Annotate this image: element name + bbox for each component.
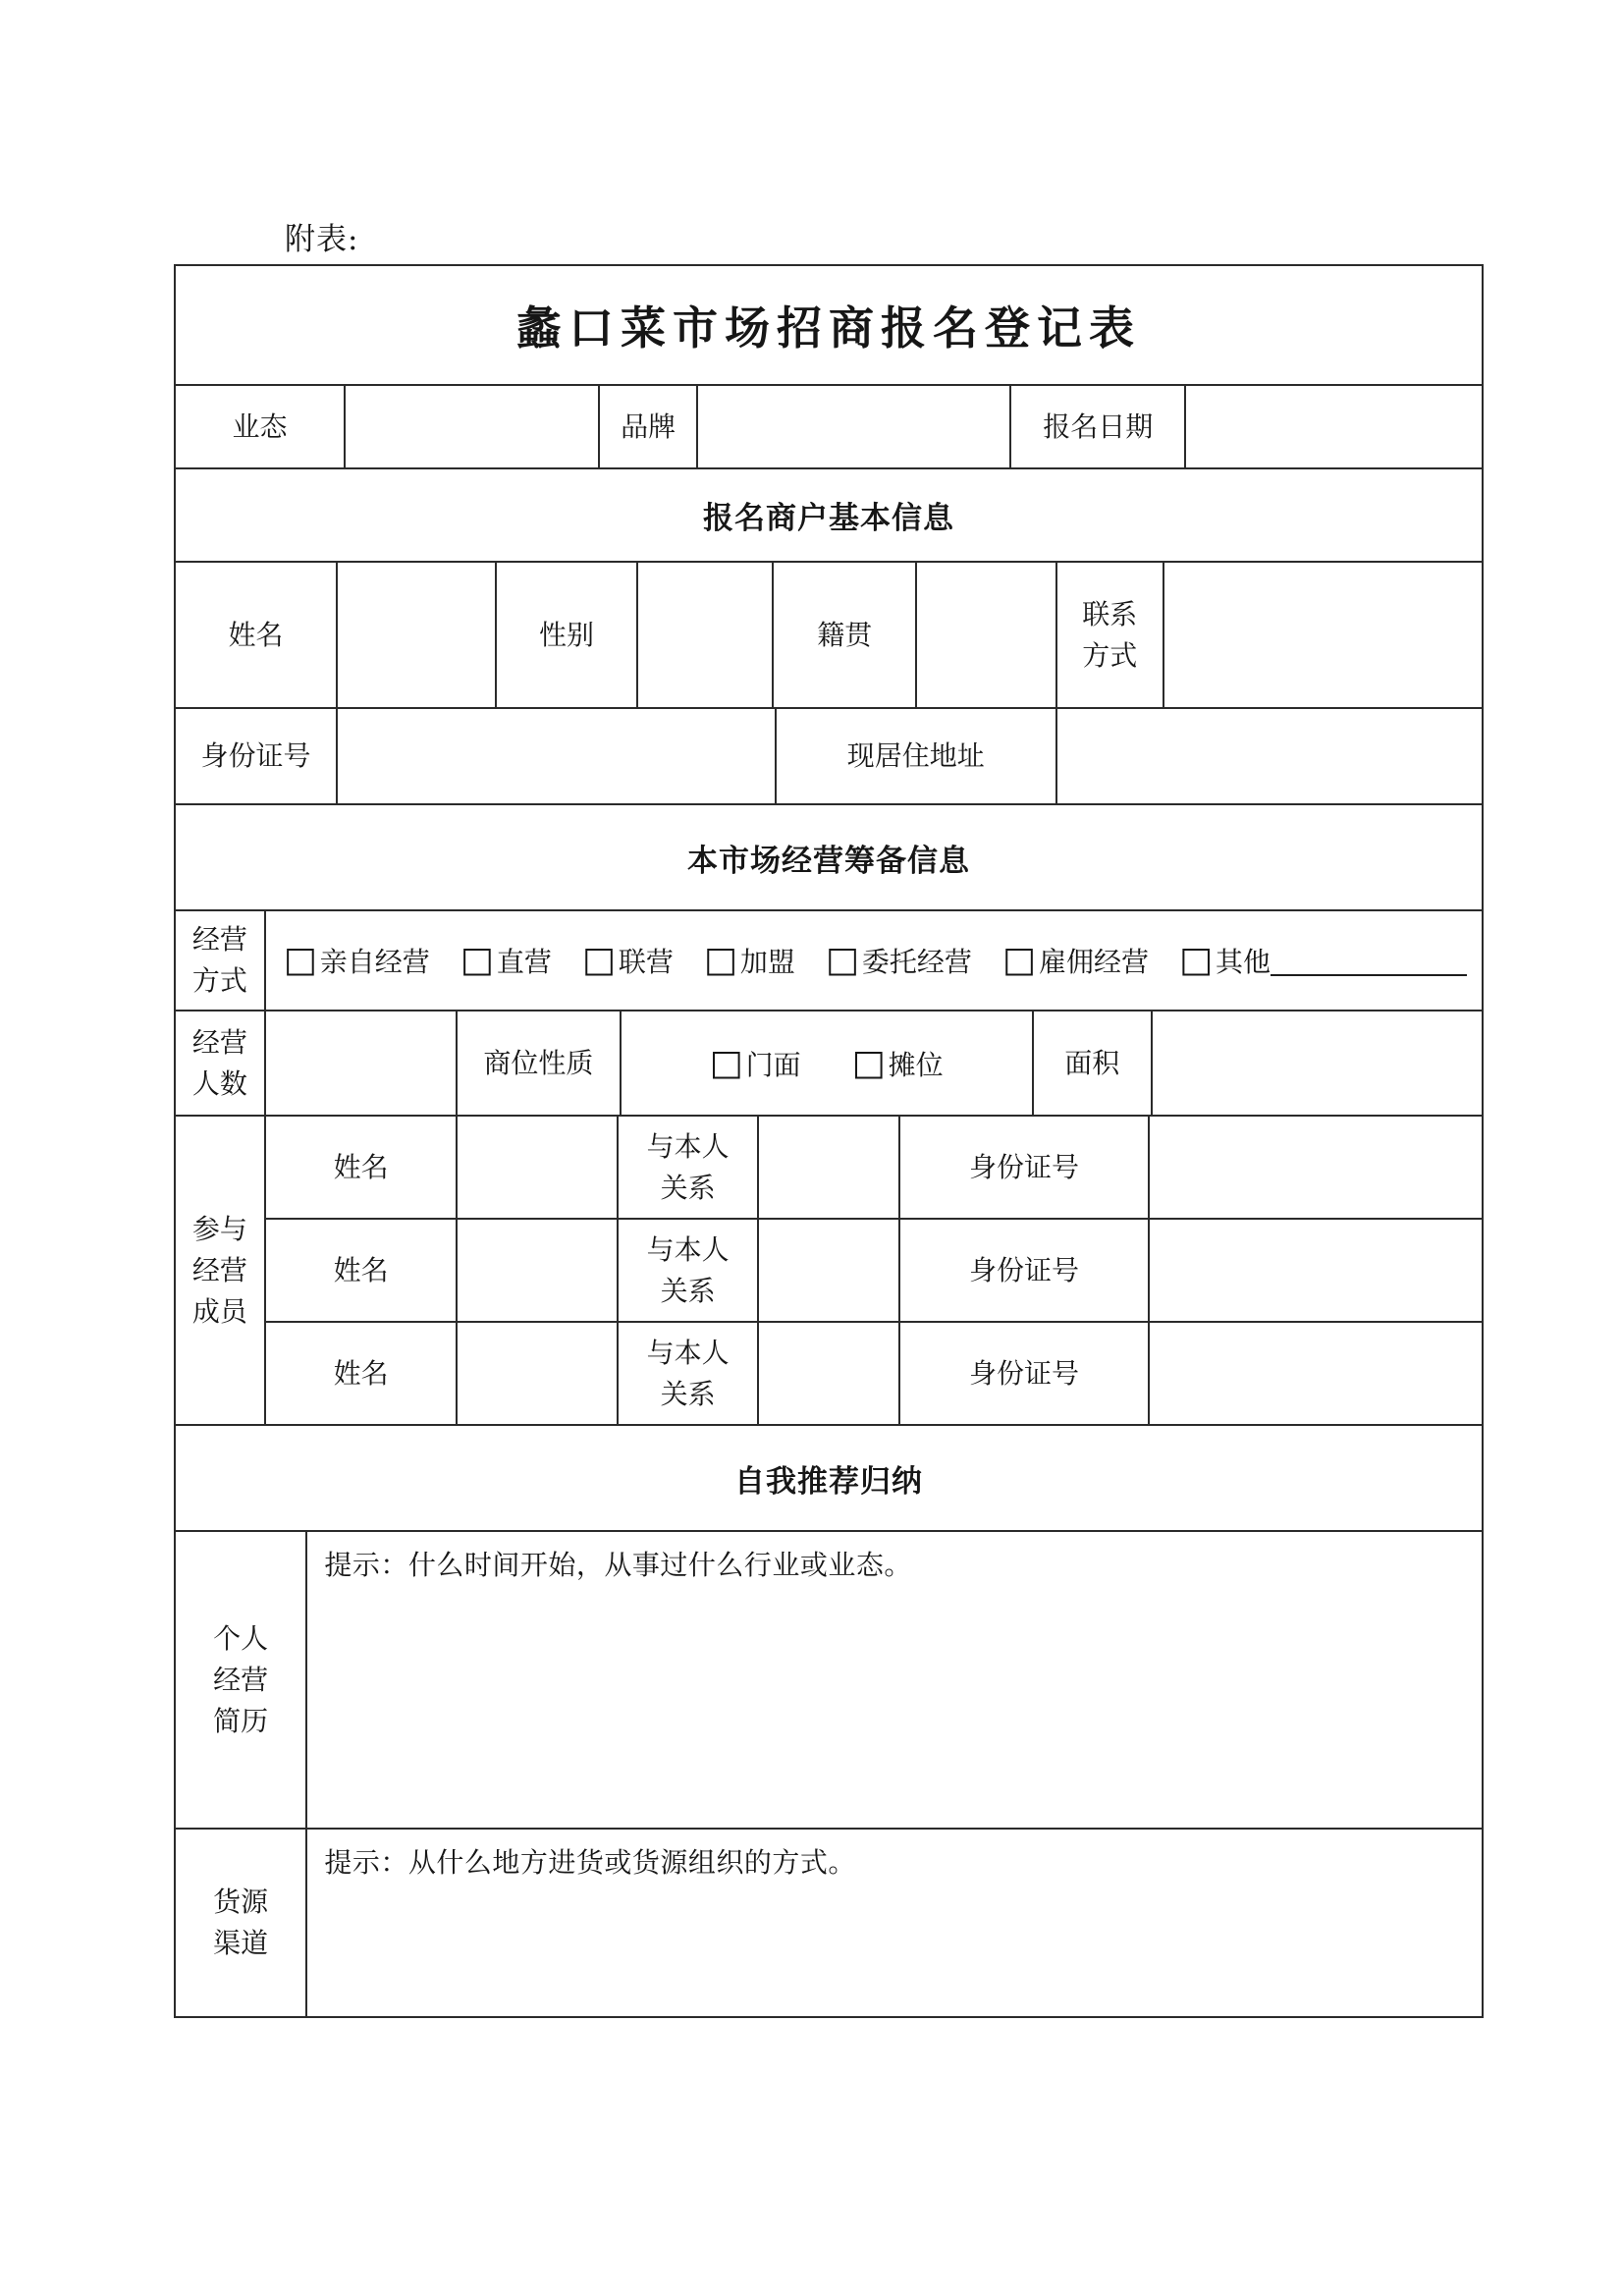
native-place-label: 籍贯 [817,618,873,651]
member-2-relation-input-cell[interactable] [759,1220,900,1321]
member-id-label: 身份证号 [969,1150,1080,1183]
checkbox-icon: □ [825,940,859,980]
option-employed[interactable]: □ 雇佣经营 [1001,940,1149,980]
brand-input-cell[interactable] [698,386,1011,467]
section-basic-info-title: 报名商户基本信息 [703,501,954,536]
title-row [176,266,1482,386]
experience-label: 个人 经营 简历 [213,1621,269,1737]
member-name-label: 姓名 [333,1253,389,1286]
option-self-operate[interactable]: □ 亲自经营 [283,940,430,980]
member-3-id-input-cell[interactable] [1150,1323,1482,1424]
checkbox-icon: □ [709,1042,743,1083]
staff-count-input-cell[interactable] [266,1011,459,1115]
option-direct[interactable]: □ 直营 [460,940,552,980]
attachment-label: 附表: [285,222,359,257]
section-basic-info-row [176,469,1482,563]
business-brand-date-row [176,386,1482,469]
checkbox-icon: □ [1178,940,1213,980]
supply-hint: 提示：从什么地方进货或货源组织的方式。 [324,1846,856,1879]
gender-label: 性别 [538,618,594,651]
members-label: 参与 经营 成员 [191,1212,247,1328]
member-1-id-input-cell[interactable] [1150,1117,1482,1218]
gender-input-cell[interactable] [638,563,774,707]
business-type-input-cell[interactable] [346,386,600,467]
staff-booth-area-row [176,1011,1482,1117]
option-stall[interactable]: □ 摊位 [851,1042,944,1083]
address-input-cell[interactable] [1057,709,1482,803]
member-relation-label: 与本人 关系 [646,1129,730,1204]
member-1-relation-input-cell[interactable] [759,1117,900,1218]
contact-input-cell[interactable] [1164,563,1482,707]
checkbox-icon: □ [851,1042,886,1083]
checkbox-icon: □ [460,940,494,980]
member-relation-label: 与本人 关系 [646,1232,730,1307]
section-self-recommendation-title: 自我推荐归纳 [734,1463,923,1500]
option-storefront[interactable]: □ 门面 [709,1042,801,1083]
option-other[interactable]: □ 其他 [1179,941,1467,980]
person-info-row [176,563,1482,709]
contact-label: 联系 方式 [1082,597,1138,672]
member-row-2 [266,1220,1482,1323]
staff-count-label: 经营 人数 [191,1025,247,1100]
name-label: 姓名 [228,618,284,651]
operation-mode-row [176,911,1482,1011]
name-input-cell[interactable] [338,563,497,707]
supply-channel-row [176,1830,1482,2016]
id-address-row [176,709,1482,805]
checkbox-icon: □ [283,940,317,980]
checkbox-icon: □ [581,940,616,980]
member-relation-label: 与本人 关系 [646,1336,730,1410]
option-entrusted[interactable]: □ 委托经营 [825,940,972,980]
member-id-label: 身份证号 [969,1253,1080,1286]
member-row-1 [266,1117,1482,1220]
date-label: 报名日期 [1043,410,1154,443]
native-place-input-cell[interactable] [917,563,1056,707]
section-market-prep-title: 本市场经营筹备信息 [687,843,970,879]
member-1-name-input-cell[interactable] [458,1117,618,1218]
checkbox-icon: □ [1001,940,1036,980]
member-3-name-input-cell[interactable] [458,1323,618,1424]
id-number-label: 身份证号 [200,739,311,772]
experience-row [176,1532,1482,1830]
operation-mode-label: 经营 方式 [191,923,247,997]
form-title: 蠡口菜市场招商报名登记表 [516,301,1141,355]
supply-label: 货源 渠道 [213,1886,269,1959]
booth-type-label: 商位性质 [483,1046,594,1079]
business-type-label: 业态 [232,410,288,443]
area-input-cell[interactable] [1153,1011,1482,1115]
address-label: 现居住地址 [846,739,985,772]
member-id-label: 身份证号 [969,1356,1080,1390]
checkbox-icon: □ [703,940,737,980]
section-market-prep-row [176,805,1482,911]
area-label: 面积 [1064,1046,1120,1079]
supply-input-cell[interactable] [307,1830,1482,2016]
member-row-3 [266,1323,1482,1424]
id-number-input-cell[interactable] [338,709,777,803]
brand-label: 品牌 [621,410,676,443]
member-2-name-input-cell[interactable] [458,1220,618,1321]
date-input-cell[interactable] [1186,386,1482,467]
option-franchise[interactable]: □ 加盟 [703,940,795,980]
experience-input-cell[interactable] [307,1532,1482,1828]
members-section-row [176,1117,1482,1426]
registration-form-table [174,264,1484,2018]
section-self-recommendation-row [176,1426,1482,1532]
option-joint[interactable]: □ 联营 [581,940,674,980]
member-name-label: 姓名 [333,1150,389,1183]
other-blank-line[interactable] [1271,945,1467,976]
member-name-label: 姓名 [333,1356,389,1390]
member-2-id-input-cell[interactable] [1150,1220,1482,1321]
member-3-relation-input-cell[interactable] [759,1323,900,1424]
experience-hint: 提示：什么时间开始，从事过什么行业或业态。 [324,1549,912,1581]
